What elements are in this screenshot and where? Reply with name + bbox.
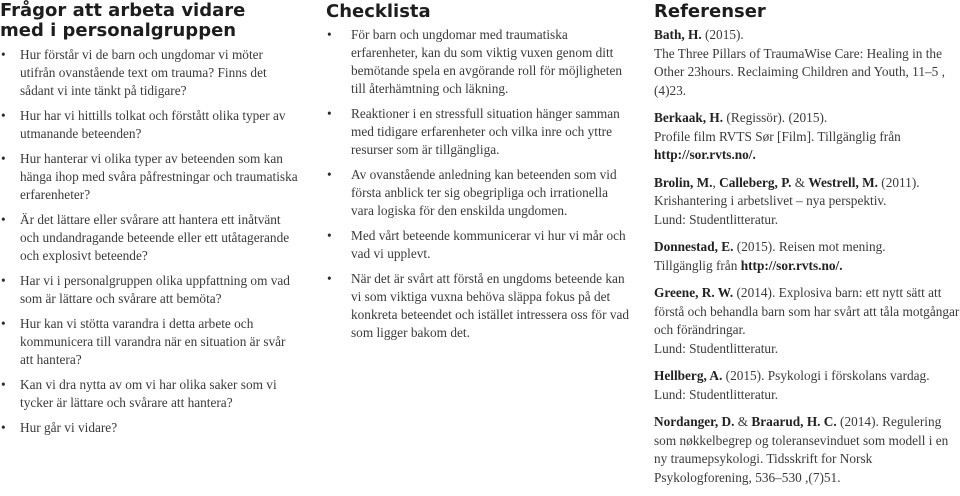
reference-entry — [654, 238, 960, 275]
list-item-text: Är det lättare eller svårare att hantera ett inåtvänt och undandragande beteende eller ett utåtagerande och explosivt beteende? — [20, 212, 290, 263]
reference-year: (2014). Explosiva barn: ett nytt sätt att förstå och behandla barn som har svårt att tåla motgångar och förändringar. — [654, 285, 960, 337]
list-item-text: Hur kan vi stötta varandra i detta arbete och kommunicera till varandra när en situation är svår att hantera? — [20, 316, 286, 367]
list-item — [0, 107, 300, 143]
list-item-text: När det är svårt att förstå en ungdoms beteende kan vi som viktiga vuxna behöva släppa fokus på det konkreta beteendet och istället intressera oss för vad som ligger bakom det. — [351, 271, 630, 340]
reference-entry — [654, 367, 960, 404]
bullet-icon: • — [327, 167, 332, 182]
reference-entry — [654, 174, 960, 230]
reference-year: (2015). — [701, 27, 744, 42]
reference-year: (Regissör). (2015). — [723, 110, 828, 125]
reference-text: Profile film RVTS Sør [Film]. Tillgänglig från — [654, 128, 901, 144]
reference-author: Calleberg, P. — [719, 174, 792, 190]
reference-author: Hellberg, A. — [654, 368, 723, 383]
reference-year: (2015). Reisen mot mening. — [733, 239, 886, 254]
list-item-text: Kan vi dra nytta av om vi har olika saker som vi tycker är lättare och svårare att hantera? — [20, 377, 277, 410]
reference-author: Bath, H. — [654, 27, 702, 42]
bullet-icon: • — [1, 47, 6, 62]
list-item-text: Hur har vi hittills tolkat och förstått olika typer av utmanande beteenden? — [20, 108, 286, 141]
list-item-text: Har vi i personalgruppen olika uppfattning om vad som är lättare och svårare att bemöta? — [20, 273, 290, 306]
bullet-icon: • — [1, 212, 6, 227]
list-item-text: Hur förstår vi de barn och ungdomar vi möter utifrån ovanstående text om trauma? Finns det sådant vi inte tänkt på tidigare? — [20, 47, 267, 98]
list-item — [0, 211, 300, 265]
questions-list — [0, 46, 300, 437]
reference-author: Greene, R. W. — [654, 285, 734, 300]
list-item — [0, 376, 300, 412]
list-item — [326, 105, 631, 159]
bullet-icon: • — [1, 108, 6, 123]
references-column — [654, 0, 960, 496]
reference-text: Lund: Studentlitteratur. — [654, 340, 779, 356]
bullet-icon: • — [1, 420, 6, 435]
reference-url-line — [654, 257, 960, 276]
list-item — [326, 166, 631, 220]
reference-year: (2014). Regulering som nøkkelbegrep og toleransevinduet som modell i en ny traumepsykologi. Tidsskrift for Norsk Psykologforening, 536–530 ,(7)51. — [654, 414, 949, 485]
reference-entry — [654, 284, 960, 358]
reference-entry — [654, 413, 960, 487]
bullet-icon: • — [1, 151, 6, 166]
reference-year: (2011). — [877, 174, 920, 190]
list-item-text: Hur hanterar vi olika typer av beteenden som kan hänga ihop med svåra påfrestningar och traumatiska erfarenheter? — [20, 151, 298, 202]
list-item-text: Av ovanstående anledning kan beteenden som vid första anblick ter sig obegripliga och irrationella vara logiska för den enskilda ungdomen. — [351, 167, 617, 218]
reference-author: Nordanger, D. — [654, 414, 735, 429]
list-item — [326, 227, 631, 263]
bullet-icon: • — [1, 273, 6, 288]
list-item — [326, 270, 631, 342]
reference-year: (2015). Psykologi i förskolans vardag. — [722, 368, 930, 383]
list-item — [0, 150, 300, 204]
reference-text: Lund: Studentlitteratur. — [654, 386, 779, 402]
list-item — [0, 272, 300, 308]
reference-url-prefix: Tillgänglig från — [654, 257, 741, 273]
reference-separator: , — [712, 174, 720, 190]
list-item-text: Med vårt beteende kommunicerar vi hur vi mår och vad vi upplevt. — [351, 228, 626, 261]
reference-url: http://sor.rvts.no/. — [654, 147, 756, 162]
questions-title-line1: Frågor att arbeta vidare — [0, 0, 246, 21]
references-list — [654, 26, 960, 487]
reference-url-line — [654, 146, 960, 165]
list-item — [0, 46, 300, 100]
reference-separator: & — [734, 414, 752, 429]
reference-separator: & — [791, 174, 809, 190]
reference-author: Donnestad, E. — [654, 239, 734, 254]
reference-text: The Three Pillars of TraumaWise Care: Healing in the Other 23hours. Reclaiming Children and Youth, 11–5 ,(4)23. — [654, 45, 945, 98]
reference-author: Braarud, H. C. — [751, 414, 837, 429]
checklist-column — [326, 0, 631, 349]
list-item-text: För barn och ungdomar med traumatiska erfarenheter, kan du som viktig vuxen genom ditt bemötande spela en avgörande roll för möjligheten till återhämtning och läkning. — [351, 27, 623, 96]
reference-author: Berkaak, H. — [654, 110, 724, 125]
reference-text: Lund: Studentlitteratur. — [654, 211, 779, 227]
list-item-text: Hur går vi vidare? — [20, 420, 118, 435]
reference-text: Krishantering i arbetslivet – nya perspektiv. — [654, 193, 887, 208]
bullet-icon: • — [1, 377, 6, 392]
reference-author: Brolin, M. — [654, 174, 713, 190]
checklist-title: Checklista — [326, 1, 431, 22]
checklist-list — [326, 26, 631, 342]
questions-column — [0, 0, 300, 444]
list-item-text: Reaktioner i en stressfull situation hänger samman med tidigare erfarenheter och vilka inre och yttre resurser som är tillgängliga. — [351, 106, 620, 157]
bullet-icon: • — [327, 106, 332, 121]
bullet-icon: • — [1, 316, 6, 331]
bullet-icon: • — [327, 27, 332, 42]
list-item — [326, 26, 631, 98]
references-title: Referenser — [654, 1, 766, 22]
bullet-icon: • — [327, 271, 332, 286]
questions-title-line2: med i personalgruppen — [0, 20, 237, 41]
list-item — [0, 419, 300, 437]
list-item — [0, 315, 300, 369]
reference-author: Westrell, M. — [808, 174, 878, 190]
reference-url: http://sor.rvts.no/. — [740, 257, 843, 273]
bullet-icon: • — [327, 228, 332, 243]
questions-title — [0, 0, 300, 41]
reference-entry — [654, 109, 960, 165]
reference-entry — [654, 26, 960, 100]
